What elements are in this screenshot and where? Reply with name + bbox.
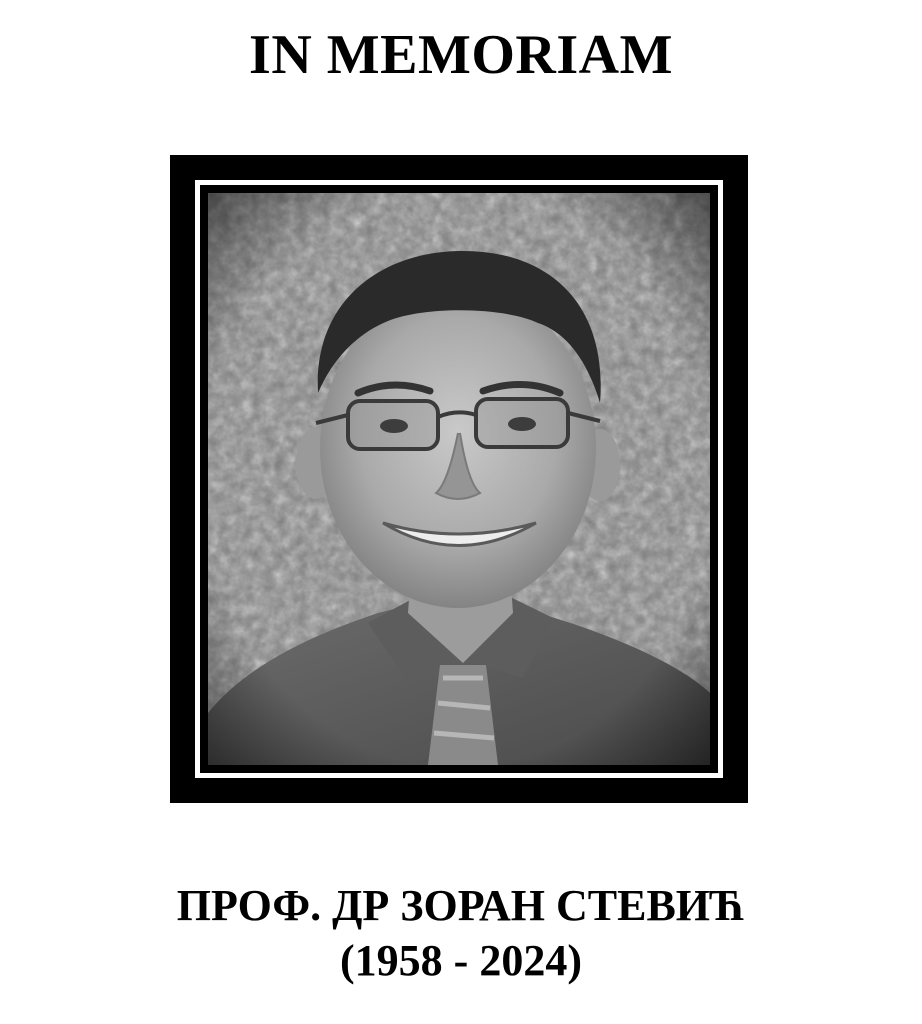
memorial-heading: IN MEMORIAM <box>249 24 673 86</box>
portrait-frame <box>170 155 748 803</box>
deceased-name: ПРОФ. ДР ЗОРАН СТЕВИЋ <box>176 881 746 930</box>
portrait-frame-inner-edge <box>200 185 718 773</box>
life-years: (1958 - 2024) <box>340 936 582 985</box>
portrait-illustration <box>208 193 710 765</box>
photo-vignette <box>208 193 710 765</box>
portrait-frame-inner-border <box>195 180 723 778</box>
portrait-photo <box>208 193 710 765</box>
